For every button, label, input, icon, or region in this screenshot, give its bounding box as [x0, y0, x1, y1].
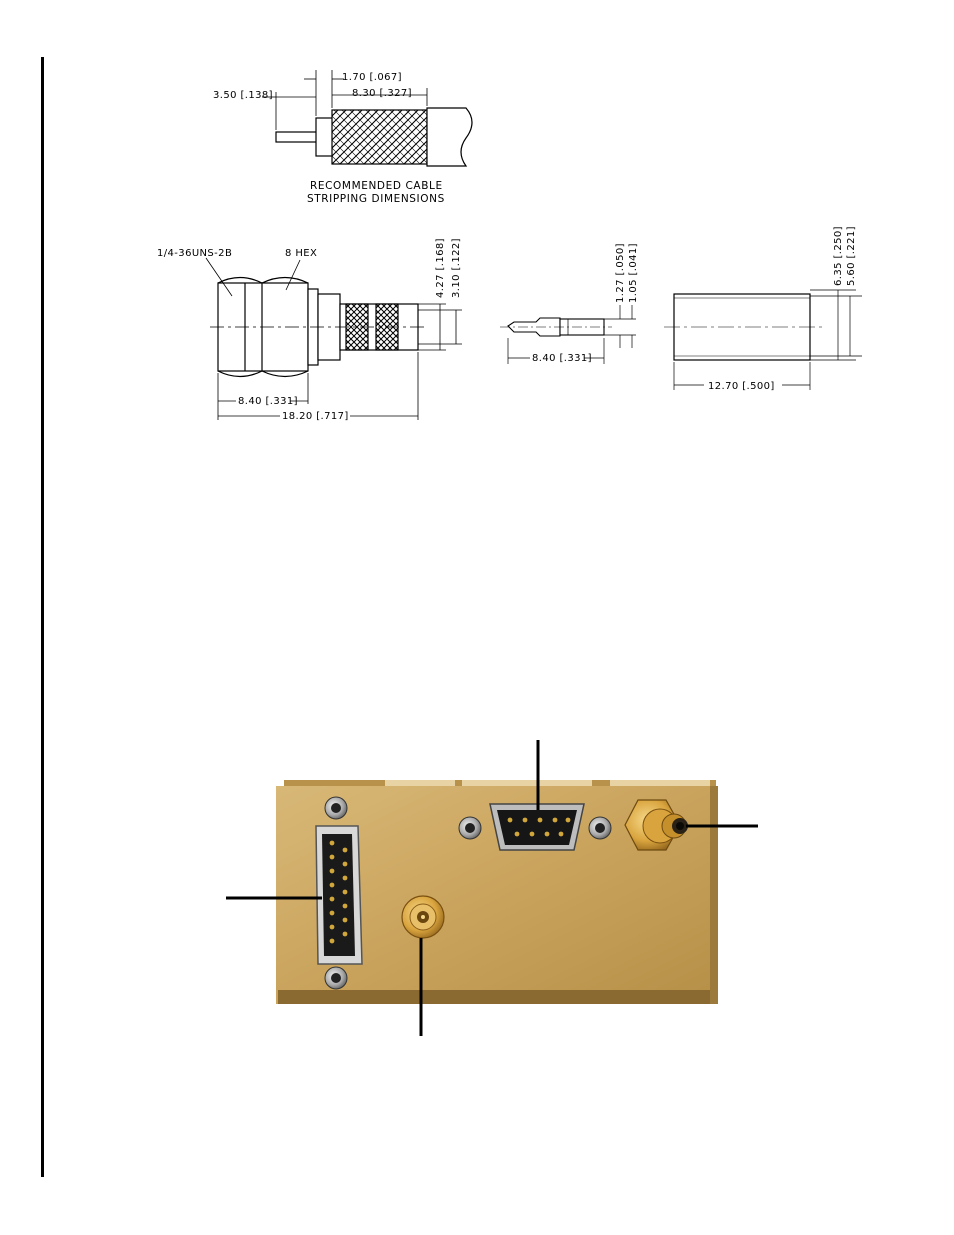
ferrule-drawing — [664, 290, 862, 390]
dim-strip-tip: 3.50 [.138] — [213, 90, 273, 101]
thread-spec-label: 1/4-36UNS-2B — [157, 248, 233, 259]
dim-connector-total-length: 18.20 [.717] — [282, 411, 349, 422]
hex-size-label: 8 HEX — [285, 248, 318, 259]
dim-connector-inner-dia: 3.10 [.122] — [451, 238, 462, 298]
strip-caption-line1: RECOMMENDED CABLE — [310, 180, 443, 192]
rear-panel-photo — [276, 780, 718, 1004]
dim-ferrule-length: 12.70 [.500] — [708, 381, 775, 392]
dim-connector-outer-dia: 4.27 [.168] — [435, 238, 446, 298]
dim-pin-inner-dia: 1.05 [.041] — [628, 243, 639, 303]
cable-strip-drawing — [262, 70, 472, 166]
dim-pin-length: 8.40 [.331] — [532, 353, 592, 364]
dim-ferrule-inner-dia: 5.60 [.221] — [846, 226, 857, 286]
db-connector-left — [316, 797, 362, 989]
dim-ferrule-outer-dia: 6.35 [.250] — [833, 226, 844, 286]
sma-connector — [402, 896, 444, 938]
dim-strip-braid: 8.30 [.327] — [352, 88, 412, 99]
dim-strip-dielectric: 1.70 [.067] — [342, 72, 402, 83]
strip-caption-line2: STRIPPING DIMENSIONS — [307, 193, 445, 205]
dim-connector-hex-length: 8.40 [.331] — [238, 396, 298, 407]
dim-pin-outer-dia: 1.27 [.050] — [615, 243, 626, 303]
